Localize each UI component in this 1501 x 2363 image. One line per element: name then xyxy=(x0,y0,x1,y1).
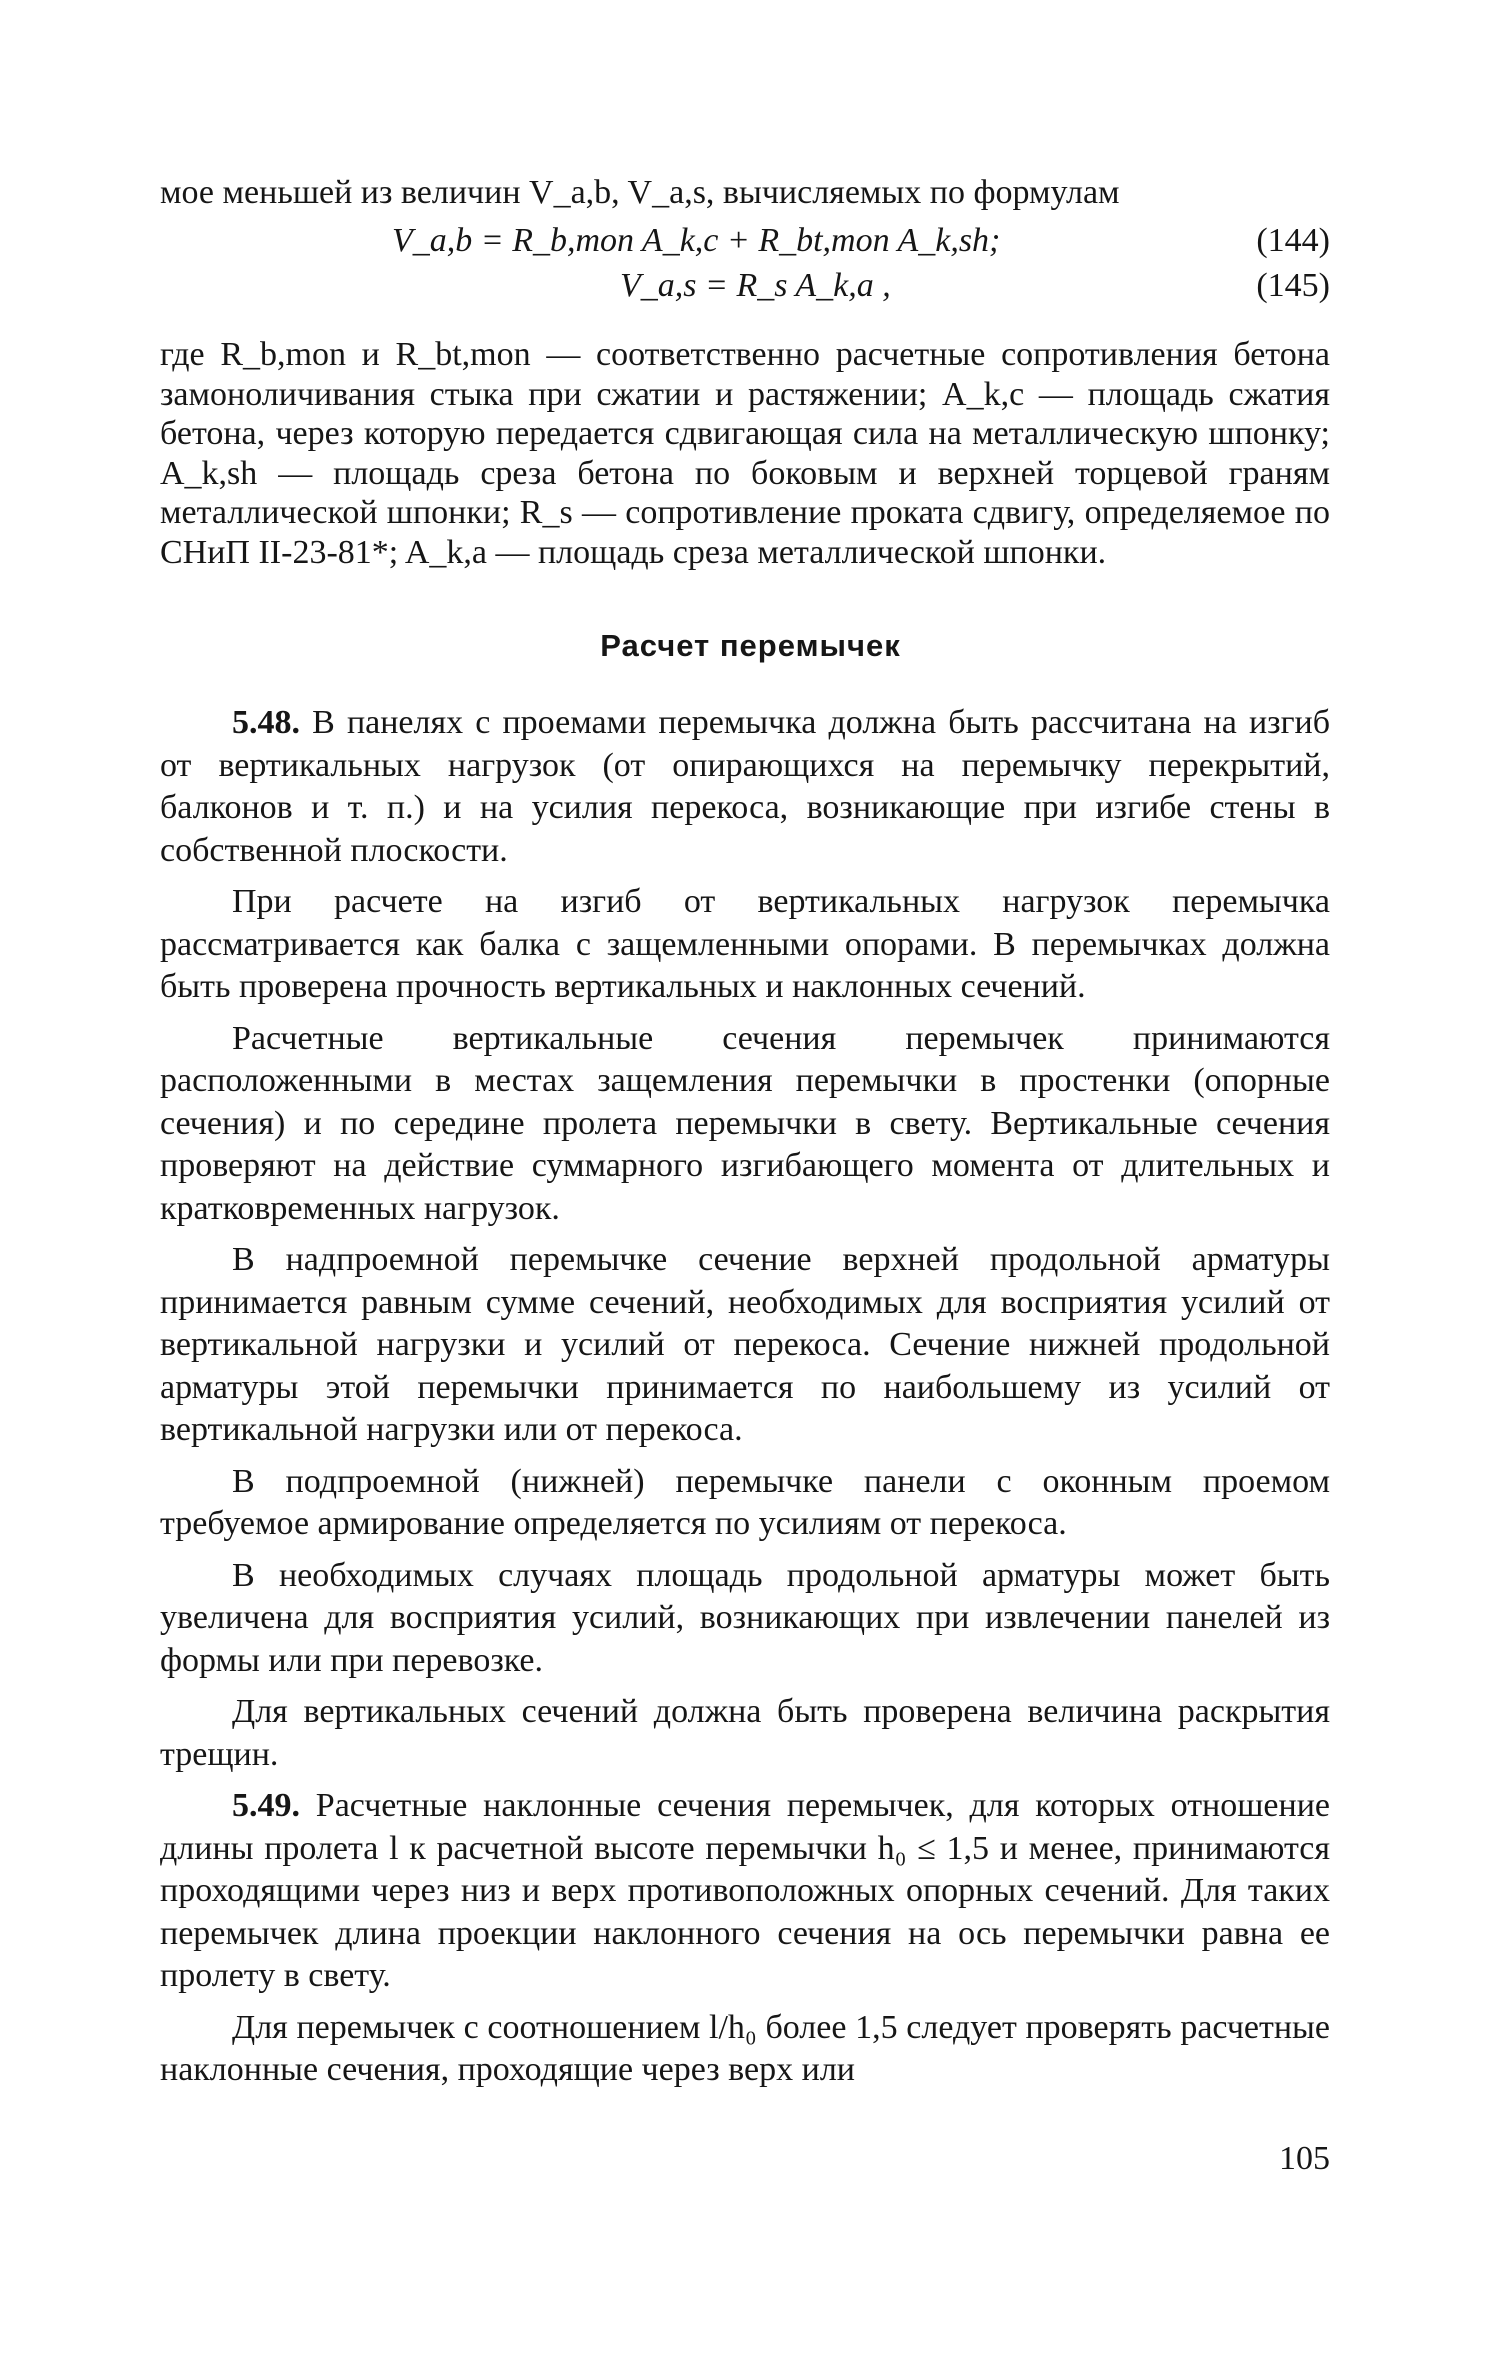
intro-line xyxy=(160,172,1330,215)
paragraph-2: При расчете на изгиб от вертикальных нагрузок перемычка рассматривается как балка с защемленными опорами. В перемычках должна быть проверена прочность вертикальных и наклонных сечений. xyxy=(160,883,1330,1005)
section-title: Расчет перемычек xyxy=(600,628,901,663)
paragraph-5-48 xyxy=(160,702,1330,872)
intro-text: мое меньшей из величин V_a,b, V_a,s, вычисляемых по формулам xyxy=(160,174,1120,211)
definitions-text: где R_b,mon и R_bt,mon — соответственно расчетные сопротивления бетона замоноличивания стыка при сжатии и растяжении; A_k,c — площадь сжатия бетона, через которую передается сдвигающая сила на металлическую шпонку; A_k,sh — площадь среза бетона по боковым и верхней торцевой граням металлической шпонки; R_s — сопротивление проката сдвигу, определяемое по СНиП II-23-81*; A_k,a — площадь среза металлической шпонки. xyxy=(160,336,1330,571)
formula-144: V_a,b = R_b,mon A_k,c + R_bt,mon A_k,sh; xyxy=(392,222,1001,259)
paragraph-5-49-text: Расчетные наклонные сечения перемычек, для которых отношение длины пролета l к расчетной высоте перемычки h₀ ≤ 1,5 и менее, принимаются проходящими через низ и верх противоположных опорных сечений. Для таких перемычек длина проекции наклонного сечения на ось перемычки равна ее пролету в свету. xyxy=(160,1787,1330,1994)
clause-number-5-48: 5.48. xyxy=(232,704,300,741)
definitions-block xyxy=(160,335,1330,572)
paragraph-7: Для вертикальных сечений должна быть проверена величина раскрытия трещин. xyxy=(160,1693,1330,1773)
equation-number-144: (144) xyxy=(1256,222,1330,259)
paragraph-5: В подпроемной (нижней) перемычке панели с оконным проемом требуемое армирование определяется по усилиям от перекоса. xyxy=(160,1462,1330,1542)
equation-number-145: (145) xyxy=(1256,267,1330,304)
paragraph-5-49 xyxy=(160,1785,1330,1998)
clause-number-5-49: 5.49. xyxy=(232,1787,300,1824)
paragraph-9: Для перемычек с соотношением l/h₀ более 1,5 следует проверять расчетные наклонные сечения, проходящие через верх или xyxy=(160,2008,1330,2088)
page-number: 105 xyxy=(1279,2140,1330,2177)
formula-145: V_a,s = R_s A_k,a , xyxy=(620,267,891,304)
paragraph-5-48-text: В панелях с проемами перемычка должна быть рассчитана на изгиб от вертикальных нагрузок (от опирающихся на перемычку перекрытий, балконов и т. п.) и на усилия перекоса, возникающие при изгибе стены в собственной плоскости. xyxy=(160,704,1331,869)
paragraph-4: В надпроемной перемычке сечение верхней продольной арматуры принимается равным сумме сечений, необходимых для восприятия усилий от вертикальной нагрузки и усилий от перекоса. Сечение нижней продольной арматуры этой перемычки принимается по наибольшему из усилий от вертикальной нагрузки или от перекоса. xyxy=(160,1241,1330,1448)
paragraph-6: В необходимых случаях площадь продольной арматуры может быть увеличена для восприятия усилий, возникающих при извлечении панелей из формы или при перевозке. xyxy=(160,1556,1330,1679)
paragraph-3: Расчетные вертикальные сечения перемычек принимаются расположенными в местах защемления перемычки в простенки (опорные сечения) и по середине пролета перемычки в свету. Вертикальные сечения проверяют на действие суммарного изгибающего момента от длительных и кратковременных нагрузок. xyxy=(160,1019,1330,1227)
main-text xyxy=(160,702,1330,2092)
